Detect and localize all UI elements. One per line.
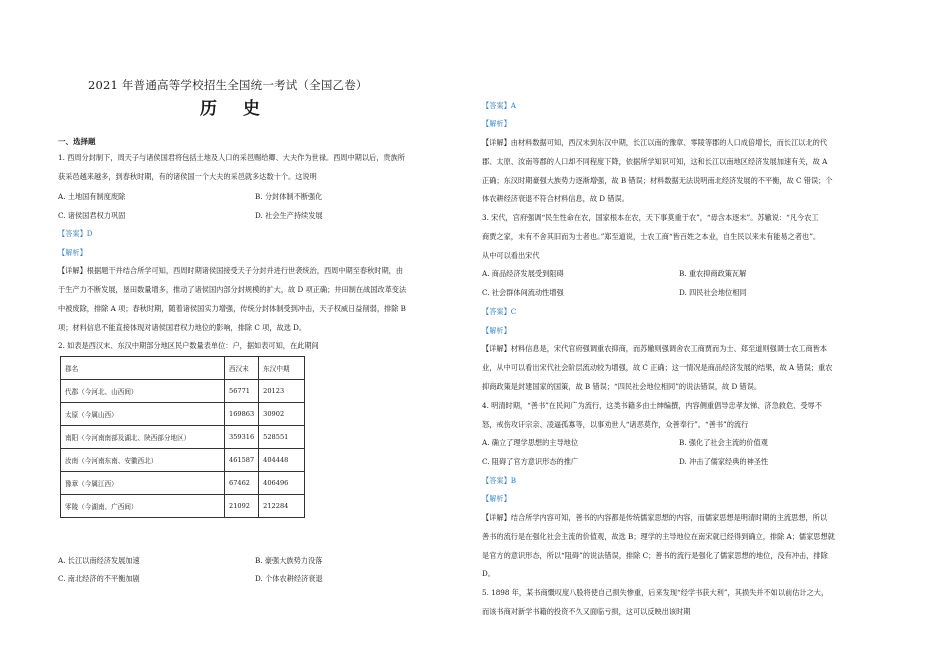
q2-option-b: B. 豪强大族势力没落: [255, 556, 323, 565]
q3-answer: 【答案】C: [482, 307, 517, 316]
table-cell: 528551: [259, 426, 305, 449]
table-header-cell: 西汉末: [225, 357, 259, 380]
q3-detail-line: 【详解】材料信息是，宋代官府强调重农抑商，而苏辙则强调舍农工商贾而为士、郑至道则强调士农工商皆本: [482, 344, 828, 353]
q3-detail-line: 抑商政策是封建国家的国策，故 B 错误；“四民社会地位相同”的说法错误，故 D 错误。: [482, 382, 762, 391]
q2-detail-line: 体农耕经济衰退不符合材料信息，故 D 错误。: [482, 194, 629, 203]
table-cell: 太原（今属山西）: [61, 403, 225, 426]
q2-stem-line: 2. 如表是西汉末、东汉中期部分地区民户数量表单位：户，据如表可知，在此期间: [58, 341, 319, 350]
table-row: [61, 380, 305, 403]
table-cell: 21092: [225, 495, 259, 518]
table-cell: 南阳（今河南南部及湖北、陕西部分地区）: [61, 426, 225, 449]
q1-detail-line: 于生产力不断发展，垦田数量增多，推动了诸侯国内部分封规模的扩大，故 D 项正确；井田制在战国改革变法: [58, 285, 407, 294]
q1-analysis-tag: 【解析】: [58, 248, 87, 257]
q2-detail-line: 【详解】由材料数据可知，西汉末到东汉中期，长江以南的豫章、零陵等郡的人口成倍增长，而长江以北的代: [482, 138, 828, 147]
table-cell: 零陵（今湖南、广西间）: [61, 495, 225, 518]
q4-stem-line: 怒，戒伤攻讦宗亲、凌逼孤寡等，以事劝世人“诸恶莫作，众善奉行”。“善书”的流行: [482, 420, 749, 429]
table-header-row: [61, 357, 305, 380]
q2-detail-line: 郡、太原、汝南等郡的人口却不同程度下降，依据所学知识可知，这和长江以南地区经济发展加速有关，故 A: [482, 157, 828, 166]
q3-stem-line: 3. 宋代，官府强调“民生性命在农，国家根本在农，天下事莫重于农”，“毋含本逐末”。苏辙说：“凡今农工: [482, 213, 819, 222]
q2-detail-line: 正确；东汉时期豪强大族势力逐渐增强，故 B 错误；材料数据无法说明南北经济发展的不平衡，故 C 错误；个: [482, 176, 833, 185]
table-row: [61, 449, 305, 472]
q4-detail-line: D。: [482, 569, 495, 578]
q1-detail-line: 项；材料信息不能直接体现对诸侯国君权力地位的影响，排除 C 项，故选 D。: [58, 323, 307, 332]
exam-title: 2021 年普通高等学校招生全国统一考试（全国乙卷）: [88, 78, 368, 92]
q2-analysis-tag: 【解析】: [482, 119, 511, 128]
q1-stem-line: 获采邑越来越多，到春秋时期，有的诸侯国一个大夫的采邑就多达数十个。这说明: [58, 172, 317, 181]
table-cell: 359316: [225, 426, 259, 449]
q3-option-b: B. 重农抑商政策瓦解: [679, 269, 747, 278]
table-cell: 406496: [259, 472, 305, 495]
q4-option-a: A. 确立了理学思想的主导地位: [482, 438, 579, 447]
table-cell: 404448: [259, 449, 305, 472]
q2-option-a: A. 长江以南经济发展加速: [58, 556, 140, 565]
q4-detail-line: 善书的流行是在强化社会主流的价值观，故选 B；理学的主导地位在南宋就已经得到确立，排除 A；儒家思想就: [482, 532, 835, 541]
table-header-cell: 郡名: [61, 357, 225, 380]
table-cell: 30902: [259, 403, 305, 426]
table-cell: 56771: [225, 380, 259, 403]
q1-option-a: A. 土地国有制度废除: [58, 192, 126, 201]
table-row: [61, 472, 305, 495]
q1-option-d: D. 社会生产持续发展: [255, 211, 323, 220]
q2-option-c: C. 南北经济的不平衡加剧: [58, 574, 140, 583]
q1-detail-line: 中被废除，排除 A 项；春秋时期，随着诸侯国实力增强，传统分封体制受到冲击，天子权威日益削弱，排除 B: [58, 304, 406, 313]
subject-title: 历 史: [200, 99, 270, 119]
q3-option-a: A. 商品经济发展受到阻碍: [482, 269, 564, 278]
q3-option-d: D. 四民社会地位相同: [679, 288, 747, 297]
table-cell: 20123: [259, 380, 305, 403]
table-cell: 212284: [259, 495, 305, 518]
q2-option-d: D. 个体农耕经济衰退: [255, 574, 323, 583]
q3-detail-line: 业，从中可以看出宋代社会阶层流动较为增强，故 C 正确；这一情况是商品经济发展的结果，故 A 错误；重农: [482, 363, 833, 372]
q4-option-b: B. 强化了社会主流的价值观: [679, 438, 768, 447]
table-cell: 代郡（今河北、山西间）: [61, 380, 225, 403]
q1-detail-line: 【详解】根据题干并结合所学可知，西周时期诸侯国接受天子分封并进行世袭统治，西周中期至春秋时期，由: [58, 266, 404, 275]
table-row: [61, 426, 305, 449]
q2-answer: 【答案】A: [482, 101, 516, 110]
q3-stem-line: 商贾之家，未有不舍其旧而为士者也。”郑至道说，士农工商“皆百姓之本业，自生民以来未有能易之者也”。: [482, 232, 821, 241]
q4-option-d: D. 冲击了儒家经典的神圣性: [679, 457, 769, 466]
q4-analysis-tag: 【解析】: [482, 494, 511, 503]
q5-stem-line: 而该书商对新学书籍的投资不久又面临亏损，这可以反映出该时期: [482, 607, 691, 616]
q3-stem-line: 从中可以看出宋代: [482, 251, 540, 260]
q4-option-c: C. 阻碍了官方意识形态的推广: [482, 457, 579, 466]
table-row: [61, 403, 305, 426]
q1-answer: 【答案】D: [58, 229, 93, 238]
table-cell: 169863: [225, 403, 259, 426]
table-row: [61, 495, 305, 518]
q1-stem-line: 1. 西周分封制下，周天子与诸侯国君将包括土地及人口的采邑赐给卿、大夫作为世禄。西周中期以后，贵族所: [58, 153, 405, 162]
section-heading: 一、选择题: [58, 137, 96, 146]
population-table: [60, 356, 305, 518]
q3-analysis-tag: 【解析】: [482, 326, 511, 335]
table-cell: 豫章（今属江西）: [61, 472, 225, 495]
q5-stem-line: 5. 1898 年，某书商慨叹度八股将使自己损失惨重，后来发现“经学书获大利”，其损失并不如以前估计之大，: [482, 588, 829, 597]
table-cell: 67462: [225, 472, 259, 495]
q4-stem-line: 4. 明清时期，“善书”在民间广为流行，这类书籍多由士绅编撰，内容侧重倡导忠孝友悌、济急救危、受辱不: [482, 401, 822, 410]
q3-option-c: C. 社会群体间流动性增强: [482, 288, 564, 297]
q4-detail-line: 是官方的意识形态，所以“阻碍”的说法错误，排除 C；善书的流行是强化了儒家思想的地位，没有冲击，排除: [482, 551, 828, 560]
table-cell: 汝南（今河南东南、安徽西北）: [61, 449, 225, 472]
table-cell: 461587: [225, 449, 259, 472]
q1-option-b: B. 分封体制不断强化: [255, 192, 323, 201]
table-header-cell: 东汉中期: [259, 357, 305, 380]
q1-option-c: C. 诸侯国君权力巩固: [58, 211, 126, 220]
q4-answer: 【答案】B: [482, 476, 517, 485]
q4-detail-line: 【详解】结合所学内容可知，善书的内容都是传统儒家思想的内容，而儒家思想是明清时期的主流思想，所以: [482, 513, 828, 522]
